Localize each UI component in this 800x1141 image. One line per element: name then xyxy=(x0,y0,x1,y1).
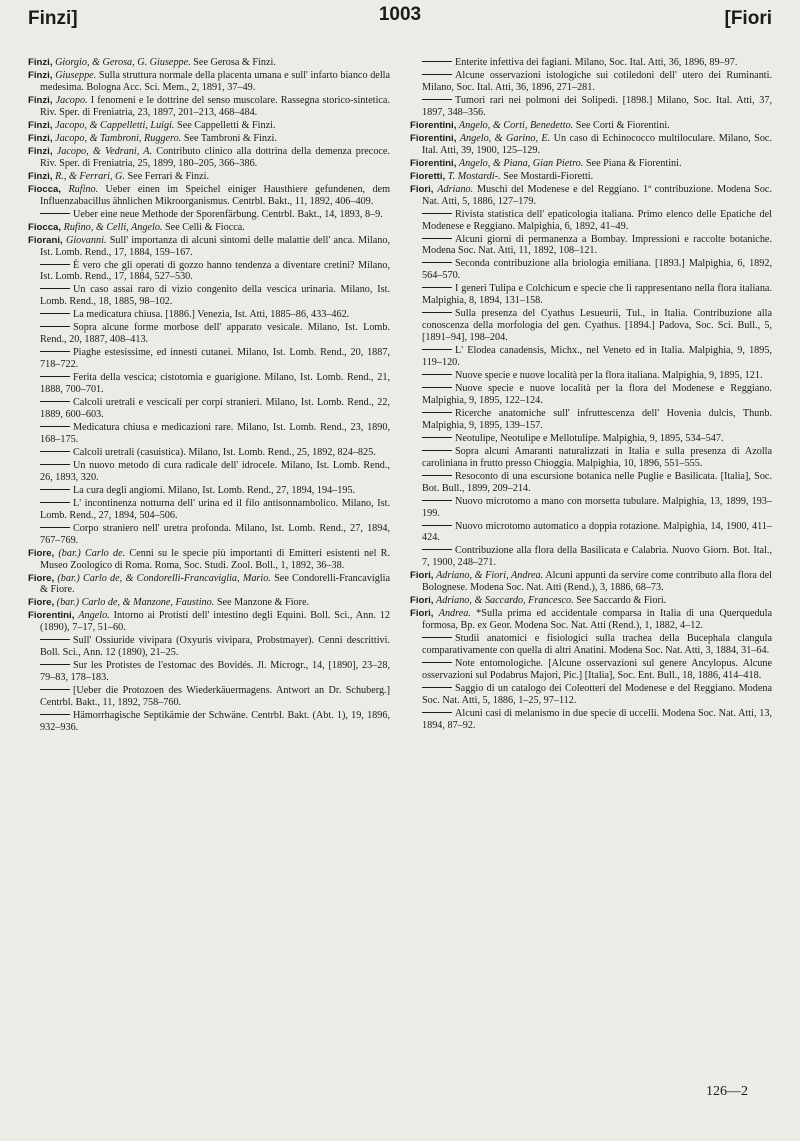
entry-authors: (bar.) Carlo de, & Manzone, Faustino. xyxy=(56,597,215,609)
bibliography-continuation xyxy=(410,408,772,432)
bibliography-continuation xyxy=(410,446,772,470)
ditto-dash xyxy=(40,376,70,377)
bibliography-entry xyxy=(28,597,390,609)
entry-text: Corpo straniero nell' uretra profonda. Milano, Ist. Lomb. Rend., 27, 1894, 767–769. xyxy=(40,522,390,546)
ditto-dash xyxy=(422,387,452,388)
entry-text: Un caso assai raro di vizio congenito della vescica urinaria. Milano, Ist. Lomb. Rend., 18, 1885, 98–102. xyxy=(40,284,390,308)
page-number: 1003 xyxy=(378,4,422,25)
ditto-dash xyxy=(422,374,452,375)
ditto-dash xyxy=(422,662,452,663)
ditto-dash xyxy=(422,687,452,688)
bibliography-continuation xyxy=(28,309,390,321)
ditto-dash xyxy=(422,525,452,526)
bibliography-continuation xyxy=(410,308,772,344)
entry-text: Piaghe estesissime, ed innesti cutanei. Milano, Ist. Lomb. Rend., 20, 1887, 718–722. xyxy=(40,347,390,371)
entry-authors: Angelo. xyxy=(78,610,110,622)
entry-text: Tumori rari nei polmoni dei Solipedi. [1898.] Milano, Soc. Ital. Atti, 37, 1897, 348–356. xyxy=(422,94,772,118)
entry-text: See Corti & Fiorentini. xyxy=(573,119,670,131)
entry-text: See Ferrari & Finzi. xyxy=(124,170,209,182)
bibliography-entry xyxy=(28,610,390,634)
ditto-dash xyxy=(40,527,70,528)
bibliography-continuation xyxy=(410,708,772,732)
bibliography-continuation xyxy=(410,658,772,682)
bibliography-continuation xyxy=(410,496,772,520)
ditto-dash xyxy=(40,326,70,327)
entry-text: Medicatura chiusa e medicazioni rare. Milano, Ist. Lomb. Rend., 23, 1890, 168–175. xyxy=(40,421,390,445)
entry-heading: Fiori, xyxy=(410,570,434,582)
entry-text: Resoconto di una escursione botanica nelle Puglie e Basilicata. [Italia], Soc. Bot. Bull., 1899, 209–214. xyxy=(422,470,772,494)
entry-authors: Rufino. xyxy=(68,183,99,195)
ditto-dash xyxy=(422,287,452,288)
entry-text: Muschi del Modenese e del Reggiano. 1ª contribuzione. Modena Soc. Nat. Atti, 5, 1886, 127–179. xyxy=(422,183,772,207)
bibliography-continuation xyxy=(28,422,390,446)
entry-authors: Giuseppe. xyxy=(55,70,97,81)
entry-heading: Fiocca, xyxy=(28,183,62,195)
entry-authors: Jacopo, & Cappelletti, Luigi. xyxy=(55,119,175,131)
entry-text: La medicatura chiusa. [1886.] Venezia, Ist. Atti, 1885–86, 433–462. xyxy=(73,309,350,321)
bibliography-continuation xyxy=(28,460,390,484)
entry-text: Nuovo microtomo automatico a doppia rotazione. Malpighia, 14, 1900, 411–424. xyxy=(422,520,772,544)
entry-text: See Saccardo & Fiori. xyxy=(573,595,667,607)
entry-text: Ueber einen im Speichel einiger Hausthiere gefundenen, dem Influenzabacillus ähnlichen Mikroorganismus. Centrbl. Bakt., 11, 1892, 406–409. xyxy=(40,183,390,207)
ditto-dash xyxy=(40,689,70,690)
bibliography-entry xyxy=(28,573,390,597)
bibliography-entry xyxy=(410,158,772,170)
bibliography-entry xyxy=(410,133,772,157)
bibliography-continuation xyxy=(410,433,772,445)
entry-heading: Fiore, xyxy=(28,547,55,559)
entry-text: Alcuni appunti da servire come contributo alla flora del Bolognese. Modena Soc. Nat. Atti (Rend.), 3, 1886, 68–73. xyxy=(422,570,773,594)
ditto-dash xyxy=(40,264,70,265)
entry-text: See Piana & Fiorentini. xyxy=(583,157,682,169)
ditto-dash xyxy=(422,437,452,438)
entry-heading: Finzi, xyxy=(28,94,53,106)
entry-heading: Finzi, xyxy=(28,170,53,182)
ditto-dash xyxy=(422,213,452,214)
ditto-dash xyxy=(422,475,452,476)
entry-text: Contributo clinico alla dottrina della demenza precoce. Riv. Sper. di Freniatria, 25, 1899, 180–205, 366–386. xyxy=(40,145,391,169)
entry-text: Rivista statistica dell' epaticologia italiana. Primo elenco delle Epatiche del Modenese e Reggiano. Malpighia, 6, 1892, 41–49. xyxy=(422,208,772,232)
bibliography-continuation xyxy=(410,234,772,258)
ditto-dash xyxy=(422,412,452,413)
entry-text: Ferita della vescica; cistotomia e guarigione. Milano, Ist. Lomb. Rend., 21, 1888, 700–701. xyxy=(40,372,390,396)
entry-heading: Fiorentini, xyxy=(410,157,457,169)
entry-text: Nuove specie e nuove località per la flora del Modenese e Reggiano. Malpighia, 9, 1895, 122–124. xyxy=(422,382,772,406)
ditto-dash xyxy=(40,639,70,640)
entry-text: Alcuni giorni di permanenza a Bombay. Impressioni e raccolte botaniche. Modena Soc. Nat. Atti, 11, 1892, 108–121. xyxy=(422,233,772,257)
entry-text: Cenni su le specie più importanti di Emitteri esistenti nel R. Museo Zoologico di Roma. Roma, Soc. Studi. Zool. Boll., 1, 1892, 36–38. xyxy=(40,547,391,571)
bibliography-continuation xyxy=(410,345,772,369)
entry-text: Sopra alcune forme morbose dell' apparato vesicale. Milano, Ist. Lomb. Rend., 20, 1887, 408–413. xyxy=(40,322,390,346)
entry-authors: (bar.) Carlo de, & Condorelli-Francaviglia, Mario. xyxy=(57,572,271,584)
entry-heading: Finzi, xyxy=(28,132,53,144)
bibliography-continuation xyxy=(410,370,772,382)
entry-text: See Mostardi-Fioretti. xyxy=(500,170,594,182)
bibliography-continuation xyxy=(28,397,390,421)
entry-text: Calcoli uretrali (casuistica). Milano, Ist. Lomb. Rend., 25, 1892, 824–825. xyxy=(73,446,376,458)
running-head-right: [Fiori xyxy=(724,8,772,29)
bibliography-continuation xyxy=(410,57,772,69)
running-head xyxy=(28,4,772,34)
ditto-dash xyxy=(40,464,70,465)
bibliography-continuation xyxy=(410,683,772,707)
bibliography-continuation xyxy=(410,545,772,569)
bibliography-entry xyxy=(28,235,390,259)
ditto-dash xyxy=(40,451,70,452)
entry-authors: Angelo, & Corti, Benedetto. xyxy=(458,119,574,131)
entry-heading: Finzi, xyxy=(28,70,53,81)
entry-text: Seconda contribuzione alla briologia emiliana. [1893.] Malpighia, 6, 1892, 564–570. xyxy=(422,258,772,282)
entry-authors: Jacopo, & Tambroni, Ruggero. xyxy=(55,132,182,144)
entry-text: Ueber eine neue Methode der Sporenfärbung. Centrbl. Bakt., 14, 1893, 8–9. xyxy=(73,208,383,220)
entry-heading: Fioretti, xyxy=(410,170,446,182)
ditto-dash xyxy=(422,74,452,75)
entry-text: Alcune osservazioni istologiche sui cotiledoni dell' utero dei Ruminanti. Milano, Soc. Ital. Atti, 36, 1896, 271–281. xyxy=(422,70,772,93)
entry-authors: Rufino, & Celli, Angelo. xyxy=(63,221,163,233)
entry-text: See Tambroni & Finzi. xyxy=(181,132,277,144)
ditto-dash xyxy=(422,99,452,100)
bibliography-entry xyxy=(28,70,390,94)
entry-text: È vero che gli operati di gozzo hanno tendenza a diventare cretini? Milano, Ist. Lomb. Rend., 17, 1884, 527–530. xyxy=(40,259,390,283)
entry-text: Neotulipe, Neotulipe e Mellotulipe. Malpighia, 9, 1895, 534–547. xyxy=(455,432,724,444)
bibliography-entry xyxy=(28,548,390,572)
bibliography-entry xyxy=(410,171,772,183)
ditto-dash xyxy=(40,502,70,503)
entry-authors: (bar.) Carlo de. xyxy=(58,547,126,559)
entry-heading: Finzi, xyxy=(28,145,53,157)
entry-authors: Adriano, & Fiori, Andrea. xyxy=(436,570,544,582)
ditto-dash xyxy=(40,664,70,665)
entry-heading: Finzi, xyxy=(28,119,53,131)
bibliography-continuation xyxy=(410,633,772,657)
bibliography-continuation xyxy=(410,95,772,119)
signature-mark: 126—2 xyxy=(706,1084,748,1099)
ditto-dash xyxy=(422,61,452,62)
entry-heading: Fiocca, xyxy=(28,221,62,233)
ditto-dash xyxy=(422,450,452,451)
entry-authors: Andrea. xyxy=(438,608,471,620)
ditto-dash xyxy=(40,213,70,214)
bibliography-continuation xyxy=(28,498,390,522)
entry-text: L' Elodea canadensis, Michx., nel Veneto ed in Italia. Malpighia, 9, 1895, 119–120. xyxy=(422,345,772,368)
entry-text: Intorno ai Protisti dell' intestino degli Equini. Boll. Sci., Ann. 12 (1890), 7–17, 51–60. xyxy=(40,610,390,634)
entry-text: Calcoli uretrali e vescicali per corpi stranieri. Milano, Ist. Lomb. Rend., 22, 1889, 600–603. xyxy=(40,397,390,420)
entry-text: Contribuzione alla flora della Basilicata e Calabria. Nuovo Giorn. Bot. Ital., 7, 1900, 248–271. xyxy=(422,545,772,569)
entry-authors: R., & Ferrari, G. xyxy=(55,170,125,182)
ditto-dash xyxy=(40,351,70,352)
left-column xyxy=(28,57,390,735)
entry-authors: Adriano, & Saccardo, Francesco. xyxy=(436,595,574,607)
entry-heading: Fiori, xyxy=(410,183,434,195)
entry-text: Sull' Ossiuride vivipara (Oxyuris vivipara, Probstmayer). Cenni descrittivi. Boll. Sci., Ann. 12 (1890), 21–25. xyxy=(40,635,390,659)
bibliography-entry xyxy=(410,184,772,208)
bibliography-entry xyxy=(28,146,390,170)
ditto-dash xyxy=(40,426,70,427)
bibliography-entry xyxy=(28,133,390,145)
entry-text: Saggio di un catalogo dei Coleotteri del Modenese e del Reggiano. Modena Soc. Nat. Atti, 5, 1886, 1–25, 97–112. xyxy=(422,682,772,706)
bibliography-continuation xyxy=(28,660,390,684)
ditto-dash xyxy=(422,262,452,263)
bibliography-continuation xyxy=(28,635,390,659)
bibliography-continuation xyxy=(28,523,390,547)
entry-text: Sur les Protistes de l'estomac des Bovidés. Jl. Microgr., 14, [1890], 23–28, 79–83, 178–183. xyxy=(40,660,390,684)
entry-authors: Giorgio, & Gerosa, G. Giuseppe. xyxy=(55,57,191,68)
bibliography-continuation xyxy=(28,347,390,371)
right-column xyxy=(410,57,772,733)
bibliography-continuation xyxy=(28,322,390,346)
ditto-dash xyxy=(422,349,452,350)
bibliography-continuation xyxy=(410,258,772,282)
bibliography-entry xyxy=(410,608,772,632)
ditto-dash xyxy=(40,288,70,289)
bibliography-continuation xyxy=(28,685,390,709)
entry-text: Un nuovo metodo di cura radicale dell' idrocele. Milano, Ist. Lomb. Rend., 26, 1893, 320. xyxy=(40,459,390,483)
bibliography-continuation xyxy=(28,447,390,459)
entry-text: I fenomeni e le dottrine del senso muscolare. Rassegna storico-sintetica. Riv. Sper. di Freniatria, 23, 1897, 201–213, 468–484. xyxy=(40,94,390,118)
entry-authors: Adriano. xyxy=(437,183,474,195)
entry-heading: Fiore, xyxy=(28,572,55,584)
entry-authors: Jacopo, & Vedrani, A. xyxy=(56,145,153,157)
entry-heading: Fiorentini, xyxy=(410,132,457,144)
bibliography-continuation xyxy=(410,521,772,545)
ditto-dash xyxy=(422,712,452,713)
bibliography-entry xyxy=(28,95,390,119)
bibliography-continuation xyxy=(28,209,390,221)
entry-text: Sulla struttura normale della placenta umana e sull' infarto bianco della medesima. Bologna Acc. Sci. Mem., 2, 1891, 37–49. xyxy=(40,70,391,93)
entry-text: Sull' importanza di alcuni sintomi delle malattie dell' anca. Milano, Ist. Lomb. Rend., 17, 1884, 159–167. xyxy=(40,234,390,258)
entry-text: Note entomologiche. [Alcune osservazioni sul genere Ancylopus. Alcune osservazioni sul Podabrus Majori, Pic.] [Italia], Soc. Ent. Bull., 18, 1886, 414–418. xyxy=(422,658,772,681)
entry-text: Ricerche anatomiche sull' infruttescenza dell' Hovenia dulcis, Thunb. Malpighia, 9, 1895, 139–157. xyxy=(422,407,772,431)
entry-text: See Condorelli-Francaviglia & Fiore. xyxy=(40,572,390,596)
bibliography-entry xyxy=(28,222,390,234)
entry-authors: Angelo, & Piana, Gian Pietro. xyxy=(458,157,584,169)
entry-text: See Manzone & Fiore. xyxy=(214,597,310,609)
entry-text: *Sulla prima ed accidentale comparsa in Italia di una Querquedula formosa, Bp. ex Geor. Modena Soc. Nat. Atti (Rend.), 1, 1882, 4–12. xyxy=(422,608,773,632)
bibliography-continuation xyxy=(28,284,390,308)
entry-heading: Fiore, xyxy=(28,597,55,609)
entry-text: Alcuni casi di melanismo in due specie di uccelli. Modena Soc. Nat. Atti, 13, 1894, 87–92. xyxy=(422,707,772,731)
entry-text: [Ueber die Protozoen des Wiederkäuermagens. Antwort an Dr. Schuberg.] Centrbl. Bakt., 11, 1892, 758–760. xyxy=(40,685,390,709)
bibliography-continuation xyxy=(28,260,390,284)
bibliography-continuation xyxy=(28,710,390,734)
entry-text: L' incontinenza notturna dell' urina ed il filo antisonnambolico. Milano, Ist. Lomb. Rend., 27, 1894, 504–506. xyxy=(40,497,390,521)
entry-text: Enterite infettiva dei fagiani. Milano, Soc. Ital. Atti, 36, 1896, 89–97. xyxy=(455,57,738,68)
ditto-dash xyxy=(422,238,452,239)
bibliography-entry xyxy=(28,57,390,69)
entry-text: Un caso di Echinococco multiloculare. Milano, Soc. Ital. Atti, 39, 1900, 125–129. xyxy=(422,132,772,156)
ditto-dash xyxy=(422,500,452,501)
entry-heading: Fiorani, xyxy=(28,234,63,246)
entry-text: La cura degli angiomi. Milano, Ist. Lomb. Rend., 27, 1894, 194–195. xyxy=(73,484,356,496)
ditto-dash xyxy=(422,637,452,638)
entry-authors: T. Mostardi-. xyxy=(447,170,501,182)
entry-text: Studii anatomici e fisiologici sulla trachea della Bucephala clangula comparativamente con quella di altri Anatini. Modena Soc. Nat. Atti, 3, 1884, 31–64. xyxy=(422,633,772,657)
bibliography-entry xyxy=(28,171,390,183)
entry-heading: Fiorentini, xyxy=(410,119,457,131)
entry-heading: Fiorentini, xyxy=(28,610,75,622)
bibliography-continuation xyxy=(410,209,772,233)
entry-heading: Fiori, xyxy=(410,608,434,620)
entry-text: Sopra alcuni Amaranti naturalizzati in Italia e sulla presenza di Azolla caroliniana in frutto presso Chioggia. Malpighia, 10, 1896, 551–555. xyxy=(422,445,772,469)
ditto-dash xyxy=(422,312,452,313)
bibliography-entry xyxy=(410,120,772,132)
entry-text: See Cappelletti & Finzi. xyxy=(174,119,276,131)
bibliography-entry xyxy=(28,184,390,208)
entry-text: Nuove specie e nuove località per la flora italiana. Malpighia, 9, 1895, 121. xyxy=(455,369,763,381)
ditto-dash xyxy=(40,489,70,490)
ditto-dash xyxy=(422,549,452,550)
bibliography-entry xyxy=(28,120,390,132)
ditto-dash xyxy=(40,714,70,715)
bibliography-continuation xyxy=(28,372,390,396)
entry-text: See Gerosa & Finzi. xyxy=(190,57,276,68)
entry-text: I generi Tulipa e Colchicum e specie che li rappresentano nella flora italiana. Malpighia, 8, 1894, 131–158. xyxy=(422,283,772,307)
entry-authors: Giovanni. xyxy=(65,234,107,246)
bibliography-entry xyxy=(410,570,772,594)
bibliography-continuation xyxy=(410,471,772,495)
entry-authors: Angelo, & Garino, E. xyxy=(459,132,551,144)
entry-heading: Finzi, xyxy=(28,57,53,68)
bibliography-entry xyxy=(410,595,772,607)
ditto-dash xyxy=(40,313,70,314)
bibliography-continuation xyxy=(28,485,390,497)
bibliography-continuation xyxy=(410,70,772,94)
entry-text: Nuovo microtomo a mano con morsetta tubulare. Malpighia, 13, 1899, 193–199. xyxy=(422,495,772,519)
entry-text: See Celli & Fiocca. xyxy=(162,221,245,233)
running-head-left: Finzi] xyxy=(28,8,78,29)
bibliography-continuation xyxy=(410,383,772,407)
entry-authors: Jacopo. xyxy=(55,94,88,106)
entry-text: Hämorrhagische Septikämie der Schwäne. Centrbl. Bakt. (Abt. 1), 19, 1896, 932–936. xyxy=(40,710,390,733)
bibliography-continuation xyxy=(410,283,772,307)
ditto-dash xyxy=(40,401,70,402)
entry-text: Sulla presenza del Cyathus Lesueurii, Tul., in Italia. Contribuzione alla conoscenza della morfologia del gen. Cyathus. [1894.] Padova, Soc. Sci. Bull., 5, [1891–94], 198–204. xyxy=(422,308,772,344)
entry-heading: Fiori, xyxy=(410,595,434,607)
